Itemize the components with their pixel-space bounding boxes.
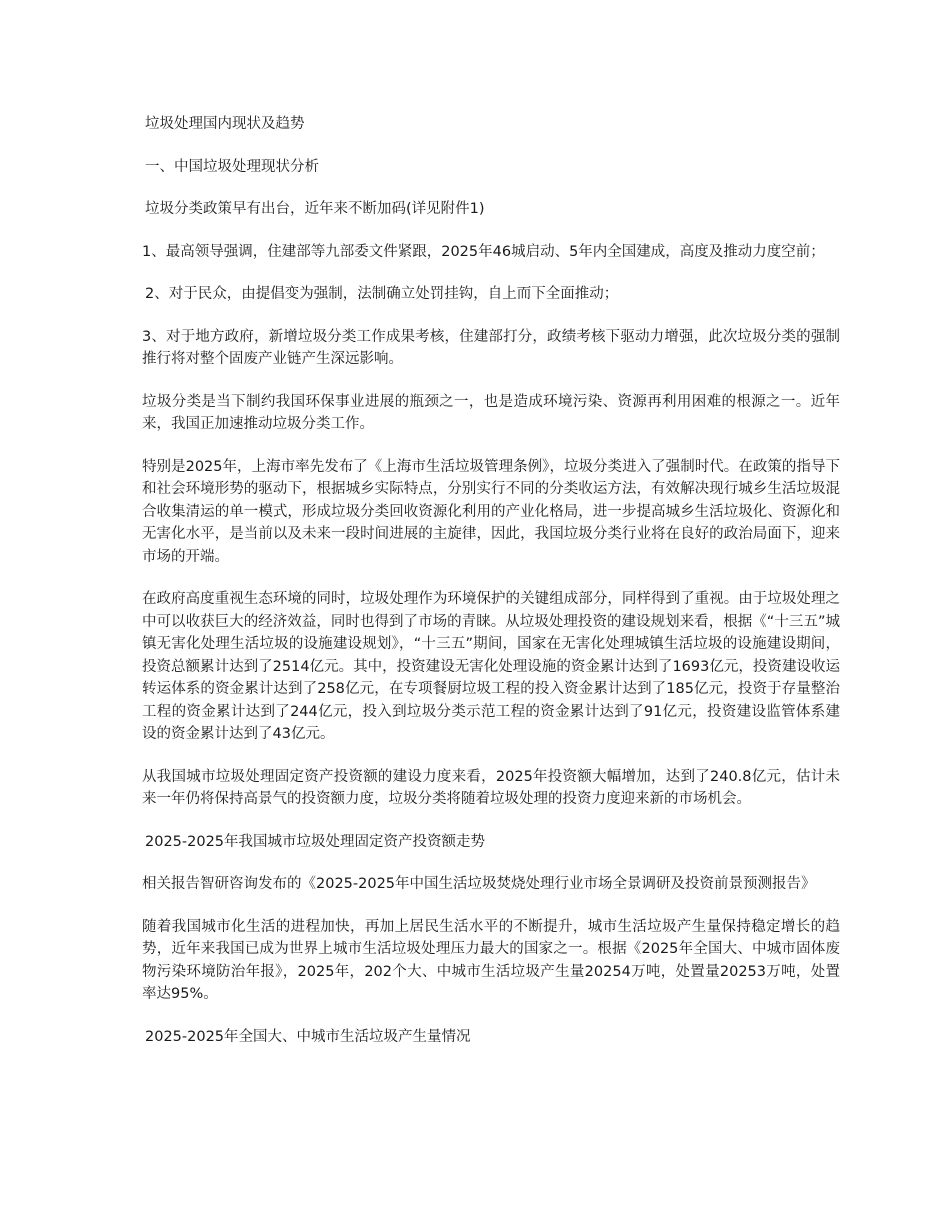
paragraph-4 xyxy=(142,766,840,811)
paragraph-1-text: 垃圾分类是当下制约我国环保事业进展的瓶颈之一，也是造成环境污染、资源再利用困难的根源之一。近年来，我国正加速推动垃圾分类工作。 xyxy=(142,393,840,432)
point-3 xyxy=(142,326,840,371)
source-note xyxy=(142,873,840,896)
intro-paragraph: 垃圾分类政策早有出台，近年来不断加码(详见附件1) xyxy=(145,201,485,217)
paragraph-3 xyxy=(142,588,840,746)
paragraph-1 xyxy=(142,391,840,436)
section-heading: 一、中国垃圾处理现状分析 xyxy=(145,158,319,175)
source-note-text: 相关报告智研咨询发布的《2025-2025年中国生活垃圾焚烧处理行业市场全景调研及投资前景预测报告》 xyxy=(142,876,816,892)
document-title: 垃圾处理国内现状及趋势 xyxy=(145,116,305,132)
figure-caption-2: 2025-2025年全国大、中城市生活垃圾产生量情况 xyxy=(145,1028,471,1045)
point-1-text: 1、最高领导强调，住建部等九部委文件紧跟，2025年46城启动、5年内全国建成，高度及推动力度空前； xyxy=(142,243,825,260)
point-3-text: 3、对于地方政府，新增垃圾分类工作成果考核，住建部打分，政绩考核下驱动力增强，此次垃圾分类的强制推行将对整个固废产业链产生深远影响。 xyxy=(142,328,840,367)
paragraph-3-text: 在政府高度重视生态环境的同时，垃圾处理作为环境保护的关键组成部分，同样得到了重视。由于垃圾处理之中可以收获巨大的经济效益，同时也得到了市场的青睐。从垃圾处理投资的建设规划来看，根据《“十三五”城镇无害化处理生活垃圾的设施建设规划》，“十三五”期间，国家在无害化处理城镇生活垃圾的设施建设期间，投资总额累计达到了2514亿元。其中，投资建设无害化处理设施的资金累计达到了1693亿元，投资建设收运转运体系的资金累计达到了258亿元，在专项餐厨垃圾工程的投入资金累计达到了185亿元，投资于存量整治工程的资金累计达到了244亿元，投入到垃圾分类示范工程的资金累计达到了91亿元，投资建设监管体系建设的资金累计达到了43亿元。 xyxy=(142,591,840,742)
figure-caption-1: 2025-2025年我国城市垃圾处理固定资产投资额走势 xyxy=(145,833,486,850)
point-2: 2、对于民众，由提倡变为强制，法制确立处罚挂钩，自上而下全面推动； xyxy=(145,286,619,302)
document-page xyxy=(142,113,840,1068)
paragraph-5 xyxy=(142,916,840,1006)
paragraph-4-text: 从我国城市垃圾处理固定资产投资额的建设力度来看，2025年投资额大幅增加，达到了240.8亿元，估计未来一年仍将保持高景气的投资额力度，垃圾分类将随着垃圾处理的投资力度迎来新的市场机会。 xyxy=(142,768,840,807)
paragraph-2-text: 特别是2025年，上海市率先发布了《上海市生活垃圾管理条例》，垃圾分类进入了强制时代。在政策的指导下和社会环境形势的驱动下，根据城乡实际特点，分别实行不同的分类收运方法，有效解决现行城乡生活垃圾混合收集清运的单一模式，形成垃圾分类回收资源化利用的产业化格局，进一步提高城乡生活垃圾化、资源化和无害化水平，是当前以及未来一段时间进展的主旋律，因此，我国垃圾分类行业将在良好的政治局面下，迎来市场的开端。 xyxy=(142,458,840,565)
paragraph-5-text: 随着我国城市化生活的进程加快，再加上居民生活水平的不断提升，城市生活垃圾产生量保持稳定增长的趋势，近年来我国已成为世界上城市生活垃圾处理压力最大的国家之一。根据《2025年全国大、中城市固体废物污染环境防治年报》，2025年，202个大、中城市生活垃圾产生量20254万吨，处置量20253万吨，处置率达95%。 xyxy=(142,918,840,1002)
point-1 xyxy=(142,241,840,264)
paragraph-2 xyxy=(142,456,840,569)
